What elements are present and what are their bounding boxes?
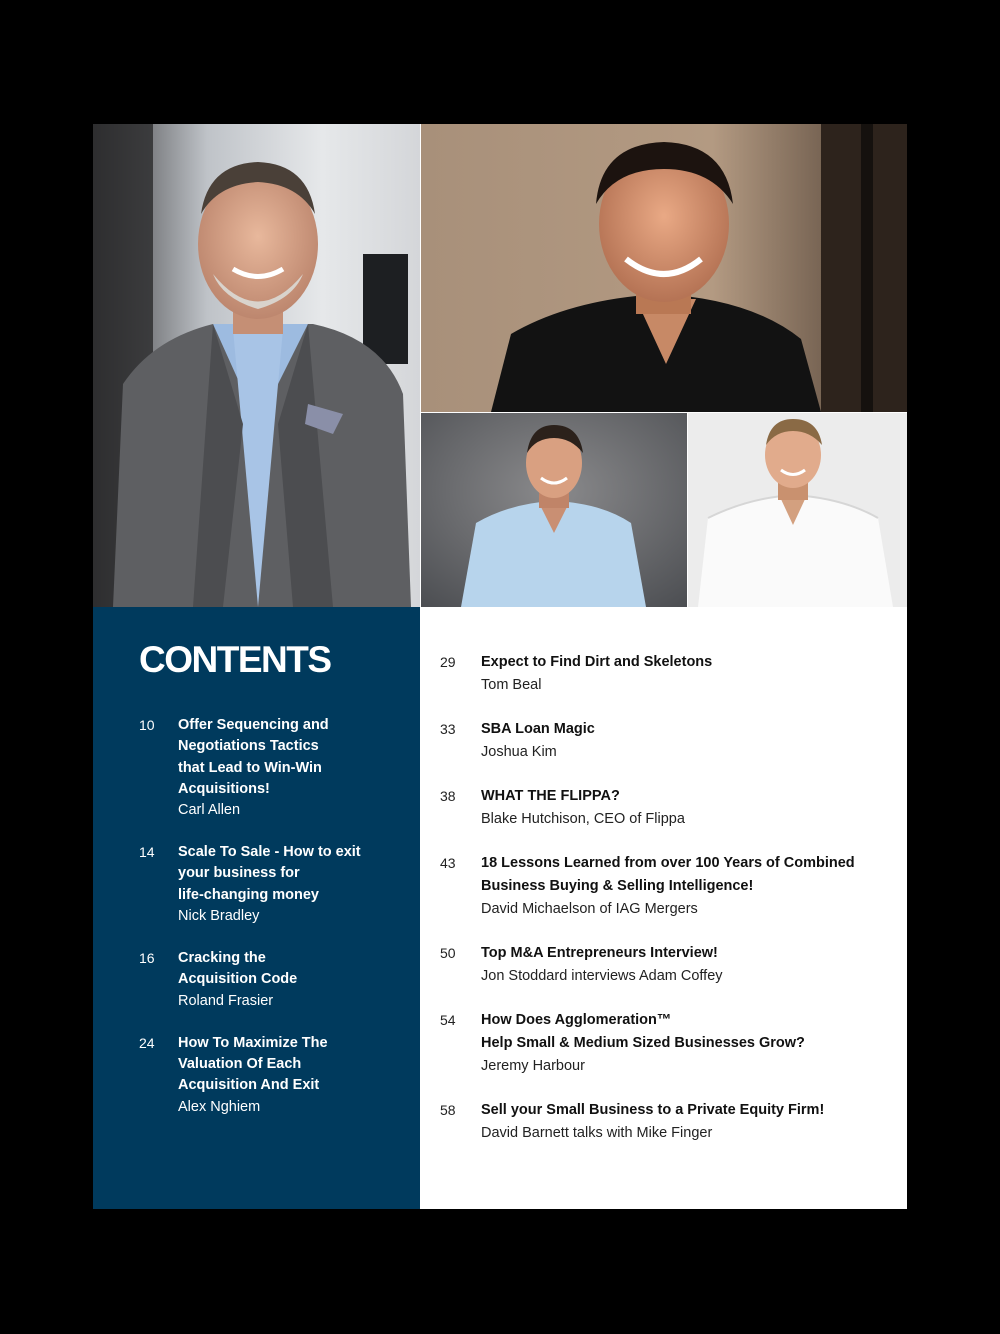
contents-entry[interactable] — [440, 1009, 890, 1077]
article-author: Alex Nghiem — [178, 1098, 261, 1115]
article-title-line: How To Maximize The — [178, 1034, 328, 1051]
contents-entry[interactable] — [440, 852, 890, 920]
page-number: 10 — [139, 717, 155, 733]
article-title — [178, 1033, 399, 1097]
article-title — [481, 942, 890, 965]
contents-entry[interactable] — [440, 718, 890, 763]
photo-man-white-shirt — [688, 413, 907, 607]
page-number: 14 — [139, 844, 155, 861]
article-title-line: your business for — [178, 865, 300, 882]
article-title-line: Scale To Sale - How to exit — [178, 844, 361, 861]
contents-entry[interactable] — [139, 1033, 399, 1118]
left-contents-list — [139, 715, 399, 1139]
article-title — [481, 718, 890, 741]
article-title-line: 18 Lessons Learned from over 100 Years of Combined — [481, 855, 855, 871]
contents-entry[interactable] — [139, 948, 399, 1012]
article-author: Tom Beal — [481, 677, 542, 693]
article-title-line: Business Buying & Selling Intelligence! — [481, 878, 754, 894]
article-author: Roland Frasier — [178, 992, 274, 1009]
article-title — [481, 852, 890, 898]
article-title-line: Help Small & Medium Sized Businesses Grow? — [481, 1035, 805, 1051]
article-author: Carl Allen — [178, 802, 241, 819]
article-title-line: that Lead to Win-Win — [178, 759, 322, 776]
article-title-line: WHAT THE FLIPPA? — [481, 788, 620, 804]
page-number: 58 — [440, 1102, 456, 1118]
man-in-white-shirt-icon — [688, 413, 907, 607]
page-number: 29 — [440, 654, 456, 670]
page-number: 16 — [139, 950, 155, 967]
article-title — [178, 842, 399, 906]
article-title — [178, 715, 399, 800]
article-title-line: Cracking the — [178, 950, 266, 967]
contents-entry[interactable] — [440, 785, 890, 830]
article-author: Jeremy Harbour — [481, 1058, 585, 1074]
page-number: 24 — [139, 1034, 155, 1051]
article-title — [481, 785, 890, 808]
article-title — [481, 1009, 890, 1055]
contents-entry[interactable] — [139, 715, 399, 821]
article-title — [481, 651, 890, 674]
page-number: 43 — [440, 855, 456, 871]
man-in-light-blue-shirt-icon — [421, 413, 687, 607]
page-number: 38 — [440, 788, 456, 804]
photo-man-grey-suit — [93, 124, 420, 607]
man-in-black-shirt-icon — [421, 124, 907, 412]
contents-entry[interactable] — [440, 942, 890, 987]
article-title-line: Top M&A Entrepreneurs Interview! — [481, 945, 718, 961]
article-author: Joshua Kim — [481, 744, 557, 760]
article-title-line: SBA Loan Magic — [481, 721, 595, 737]
photo-man-black-shirt — [421, 124, 907, 412]
page-number: 50 — [440, 945, 456, 961]
page-number: 54 — [440, 1012, 456, 1028]
article-title-line: Offer Sequencing and — [178, 717, 329, 733]
article-title — [178, 948, 399, 991]
contents-entry[interactable] — [440, 651, 890, 696]
article-title-line: Acquisitions! — [178, 780, 270, 797]
article-title-line: Acquisition Code — [178, 971, 298, 988]
article-title-line: Acquisition And Exit — [178, 1077, 320, 1094]
page-number: 33 — [440, 721, 456, 737]
article-title — [481, 1099, 890, 1122]
article-title-line: Valuation Of Each — [178, 1055, 302, 1072]
article-title-line: Expect to Find Dirt and Skeletons — [481, 654, 713, 670]
article-author: Blake Hutchison, CEO of Flippa — [481, 811, 685, 827]
article-title-line: Negotiations Tactics — [178, 738, 319, 755]
article-title-line: How Does Agglomeration™ — [481, 1012, 672, 1028]
man-in-grey-suit-icon — [93, 124, 420, 607]
magazine-page — [93, 124, 907, 1209]
contents-entry[interactable] — [440, 1099, 890, 1144]
article-title-line: life-changing money — [178, 886, 319, 903]
contents-title: CONTENTS — [139, 639, 331, 680]
article-title-line: Sell your Small Business to a Private Equity Firm! — [481, 1102, 825, 1118]
contents-panel — [93, 607, 420, 1209]
contents-entry[interactable] — [139, 842, 399, 927]
article-author: Jon Stoddard interviews Adam Coffey — [481, 968, 723, 984]
article-author: Nick Bradley — [178, 908, 260, 925]
article-author: David Barnett talks with Mike Finger — [481, 1125, 713, 1141]
article-author: David Michaelson of IAG Mergers — [481, 901, 698, 917]
photo-man-light-blue-shirt — [421, 413, 687, 607]
right-contents-list — [440, 651, 890, 1166]
